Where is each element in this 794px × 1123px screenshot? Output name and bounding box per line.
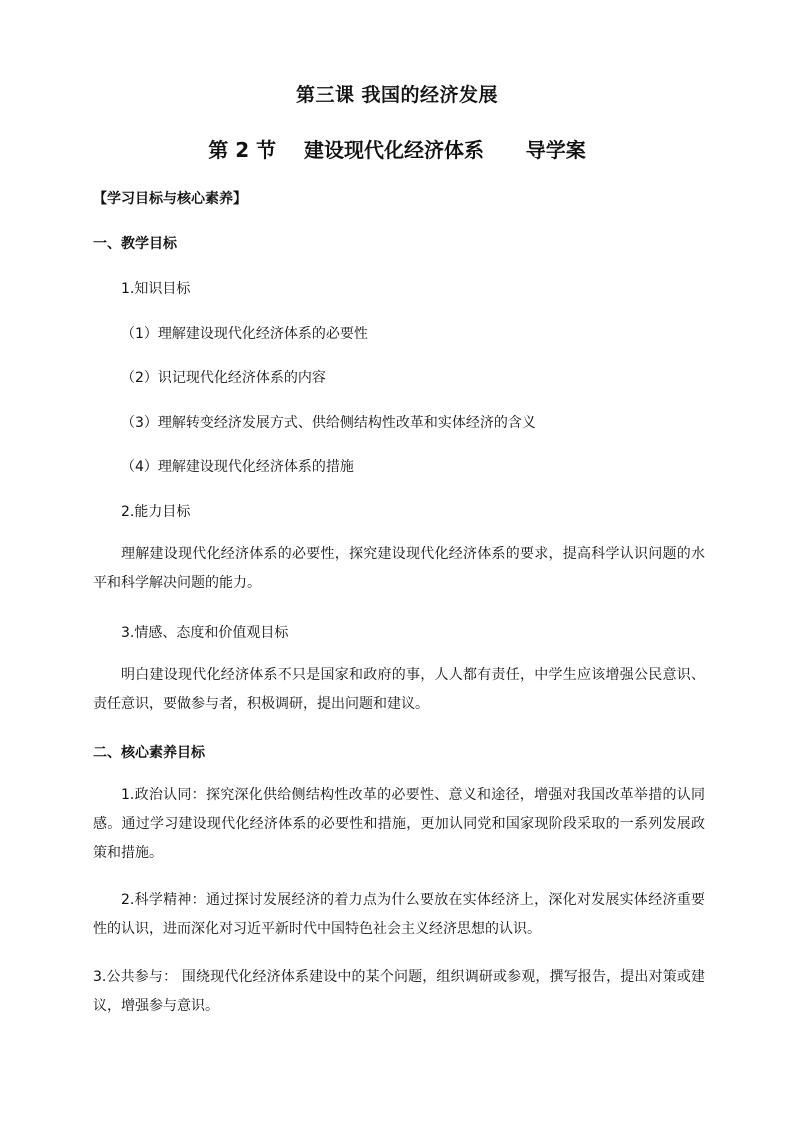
knowledge-item: （3）理解转变经济发展方式、供给侧结构性改革和实体经济的含义: [121, 415, 536, 431]
emotion-goal-label: 3.情感、态度和价值观目标: [121, 625, 289, 641]
emotion-goal-text: 明白建设现代化经济体系不只是国家和政府的事，人人都有责任，中学生应该增强公民意识、责任意识，要做参与者，积极调研，提出问题和建议。: [93, 667, 705, 712]
ability-goal-label: 2.能力目标: [121, 504, 191, 520]
knowledge-item: （4）理解建设现代化经济体系的措施: [121, 459, 354, 475]
section-subtitle: 第 2 节 建设现代化经济体系 导学案: [208, 138, 586, 162]
knowledge-item: （1）理解建设现代化经济体系的必要性: [121, 326, 368, 342]
core-goal-item: 3.公共参与： 围绕现代化经济体系建设中的某个问题，组织调研或参观，撰写报告，提出对策或建议，增强参与意识。: [93, 969, 705, 1014]
teaching-goals-heading: 一、教学目标: [93, 236, 177, 252]
knowledge-goal-label: 1.知识目标: [121, 281, 191, 297]
goals-core-header: 【学习目标与核心素养】: [93, 191, 247, 207]
core-goals-heading: 二、核心素养目标: [93, 745, 205, 761]
lesson-title: 第三课 我国的经济发展: [295, 84, 499, 106]
core-goal-item: 1.政治认同：探究深化供给侧结构性改革的必要性、意义和途径，增强对我国改革举措的认同感。通过学习建设现代化经济体系的必要性和措施，更加认同党和国家现阶段采取的一系列发展政策和措施。: [93, 787, 705, 861]
core-goal-item: 2.科学精神：通过探讨发展经济的着力点为什么要放在实体经济上，深化对发展实体经济重要性的认识，进而深化对习近平新时代中国特色社会主义经济思想的认识。: [93, 892, 705, 937]
ability-goal-text: 理解建设现代化经济体系的必要性，探究建设现代化经济体系的要求，提高科学认识问题的水平和科学解决问题的能力。: [93, 546, 705, 591]
knowledge-item: （2）识记现代化经济体系的内容: [121, 370, 326, 386]
